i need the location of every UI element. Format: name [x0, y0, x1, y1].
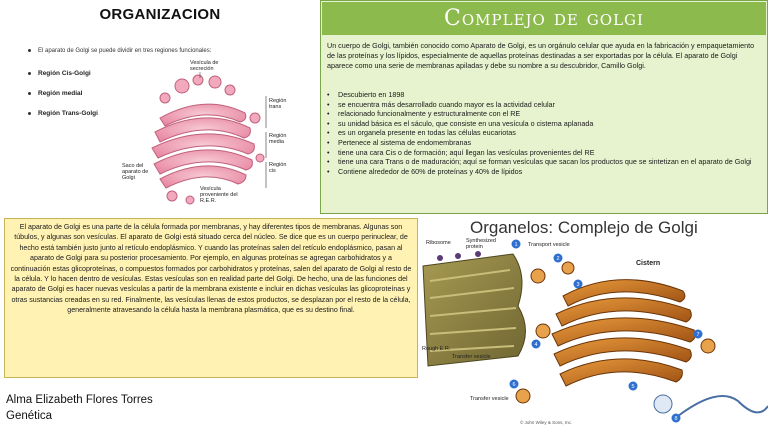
label-synthesized-protein: Synthesized protein [466, 238, 496, 250]
trans-vesicle [256, 154, 264, 162]
step-number: 2 [556, 256, 560, 262]
transport-vesicle [536, 324, 550, 338]
list-item: • se encuentra más desarrollado cuando mayor es la actividad celular [327, 100, 763, 110]
rer-vesicle [167, 191, 177, 201]
region-medial-label: Región medial [38, 90, 83, 97]
ribosome [475, 251, 481, 257]
transport-vesicle [562, 262, 574, 274]
bullet-dot [28, 92, 31, 95]
transport-vesicle [531, 269, 545, 283]
bullet-dot [28, 49, 31, 52]
secretion-vesicle [209, 76, 221, 88]
list-item: • Contiene alrededor de 60% de proteínas y 40% de lípidos [327, 167, 763, 177]
list-item: • su unidad básica es el sáculo, que consiste en una vesícula o cisterna aplanada [327, 119, 763, 129]
list-item: • es un organela presente en todas las células eucariotas [327, 128, 763, 138]
golgi-cisterna [560, 359, 682, 386]
secretion-vesicle [160, 93, 170, 103]
ribosome [437, 255, 443, 261]
organelos-title: Organelos: Complejo de Golgi [470, 218, 698, 237]
step-number: 5 [631, 384, 635, 390]
list-item: • Pertenece al sistema de endomembranas [327, 138, 763, 148]
golgi-cisterna [160, 166, 246, 188]
step-number: 3 [576, 282, 580, 288]
plasma-membrane [678, 396, 768, 416]
secretion-vesicle [225, 85, 235, 95]
step-number: 7 [696, 332, 700, 338]
label-transport-vesicle: Transport vesicle [528, 242, 570, 248]
label-region-cis: Región cis [269, 162, 287, 174]
label-vesicula-secrecion: Vesícula de secreción [190, 60, 219, 72]
region-item [28, 70, 91, 77]
bullet-dot [28, 112, 31, 115]
organizacion-title: ORGANIZACION [99, 6, 221, 23]
author-subject: Genética [6, 410, 53, 422]
label-region-trans: Región trans [269, 98, 287, 110]
complejo-title: Complejo de golgi [444, 6, 644, 31]
transfer-vesicle [516, 389, 530, 403]
organizacion-intro-text: El aparato de Golgi se puede dividir en tres regiones funcionales: [38, 48, 212, 54]
region-item [28, 90, 82, 97]
author-block [6, 392, 153, 424]
bullet-dot [28, 72, 31, 75]
region-cis-label: Región Cis-Golgi [38, 70, 91, 77]
list-item: • relacionado funcionalmente y estructuralmente con el RE [327, 109, 763, 119]
label-rough-er: Rough E.R. [422, 346, 451, 352]
transfer-vesicle [654, 395, 672, 413]
label-ribosome: Ribosome [426, 240, 451, 246]
trans-vesicle [250, 113, 260, 123]
description-text: El aparato de Golgi es una parte de la célula formada por membranas, y hay diferentes tipos de membranas. Algunas son túbulos, y algunas son vesículas. El aparato de Golgi está situado cerca del núcleo. Se dice que es un cuerpo perinuclear, de hecho está también justo junto al retículo endoplásmico. Y cuando las proteínas salen del retículo endoplásmico, pasan al aparato de Golgi para su posterior procesamiento. Por ejemplo, en algunas proteínas se agregan carbohidratos y a continuación estas glicoproteínas, o compuestos formados por carbohidratos y proteínas, salen del aparato de Golgi al resto de la célula. Y lo hacen dentro de vesículas. Estas vesículas son en realidad parte del Golgi. De hecho, una de las funciones del aparato de Golgi es hacer nuevas vesículas a partir de la membrana existente e incluir en dichas vesículas las glicoproteínas y otras sustancias creadas en su red. Finalmente, las vesículas llenas de estos productos, se desplazan por el resto de la célula, generalmente atravesando la célula hasta la membrana plasmática, que es su destino final. [10, 223, 412, 315]
label-saco-golgi: Saco del aparato de Golgi [122, 163, 149, 181]
step-number: 6 [512, 382, 516, 388]
label-transfer-vesicle: Transfer vesicle [470, 396, 509, 402]
transfer-vesicle [701, 339, 715, 353]
region-item [28, 110, 98, 117]
complejo-intro: Un cuerpo de Golgi, también conocido como Aparato de Golgi, es un orgánulo celular que ayuda en la fabricación y empaquetamiento de las proteínas y los lípidos, especialmente de aquellas proteínas destinadas a ser exportadas por la célula. El aparato de Golgi aparece como una serie de membranas apiladas y debe su nombre a su descubridor, Camillo Golgi. [327, 41, 755, 70]
list-item: • tiene una cara Cis o de formación; aquí llegan las vesículas provenientes del RE [327, 148, 763, 158]
list-item: • tiene una cara Trans o de maduración; aquí se forman vesículas que sacan los productos que se sintetizan en el aparato de Golgi [327, 157, 763, 167]
list-item: • Descubierto en 1898 [327, 90, 763, 100]
region-trans-label: Región Trans-Golgi [38, 110, 98, 117]
ribosome [455, 253, 461, 259]
golgi-transport-diagram [418, 236, 768, 433]
copyright-text: © John Wiley & Sons, Inc. [520, 420, 573, 425]
rer-vesicle [186, 196, 194, 204]
label-region-media: Región media [269, 133, 287, 145]
label-transfer-vesicle: Transfer vesicle [452, 354, 491, 360]
complejo-bullet-list [327, 90, 763, 176]
author-name: Alma Elizabeth Flores Torres [6, 394, 153, 406]
step-number: 1 [514, 242, 518, 248]
step-number: 4 [534, 342, 538, 348]
label-vesicula-rer: Vesícula proveniente del R.E.R. [200, 186, 238, 204]
step-number: 8 [674, 416, 678, 422]
secretion-vesicle [175, 79, 189, 93]
secretion-vesicle [193, 75, 203, 85]
organizacion-intro [28, 48, 308, 54]
label-cistern: Cistern [636, 260, 661, 267]
